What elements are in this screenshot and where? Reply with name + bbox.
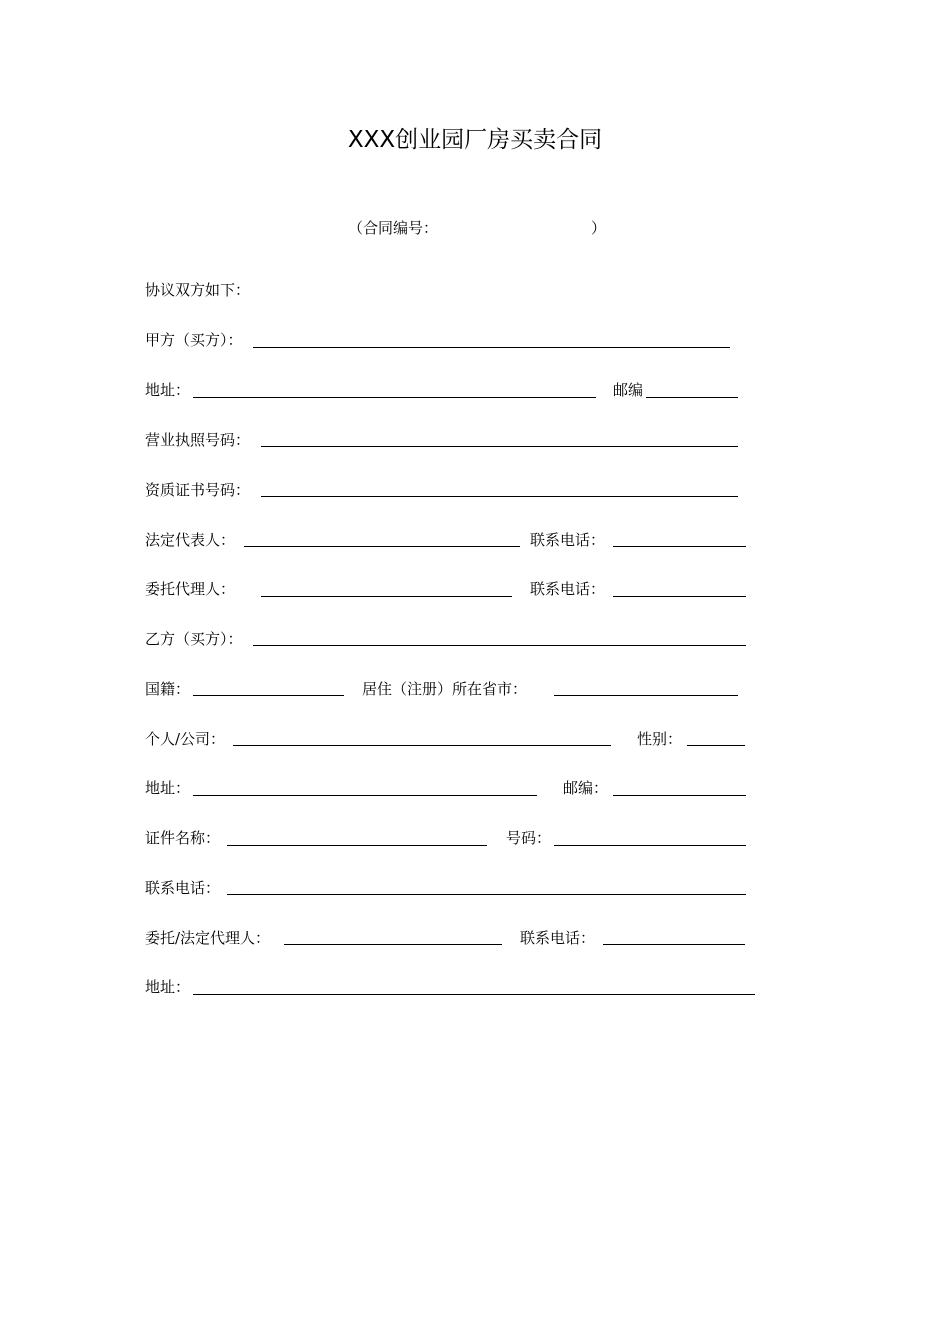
- party-a-address-label: 地址：: [145, 381, 191, 399]
- intro-text: 协议双方如下：: [145, 281, 251, 299]
- party-a-qualification-label: 资质证书号码：: [145, 481, 251, 499]
- party-b-gender-label: 性别：: [637, 730, 683, 748]
- party-a-agent-label: 委托代理人：: [145, 580, 236, 598]
- party-b-agent-label: 委托/法定代理人：: [145, 929, 271, 947]
- party-b-address-field[interactable]: [193, 795, 537, 796]
- party-a-license-label: 营业执照号码：: [145, 431, 251, 449]
- party-a-qualification-field[interactable]: [261, 496, 738, 497]
- contract-title: XXX创业园厂房买卖合同: [347, 127, 603, 153]
- party-b-label: 乙方（买方）：: [145, 630, 243, 648]
- party-b-address-label: 地址：: [145, 779, 191, 797]
- party-b-id-name-field[interactable]: [227, 845, 487, 846]
- contract-number-close: ）: [591, 219, 607, 237]
- party-b-nationality-label: 国籍：: [145, 680, 191, 698]
- party-a-label: 甲方（买方）：: [145, 331, 243, 349]
- party-b-gender-field[interactable]: [687, 745, 745, 746]
- party-b-agent-address-label: 地址：: [145, 978, 191, 996]
- party-a-agent-field[interactable]: [261, 596, 512, 597]
- contract-number-label: （合同编号：: [348, 219, 439, 237]
- party-b-person-company-label: 个人/公司：: [145, 730, 226, 748]
- party-b-agent-phone-field[interactable]: [603, 944, 745, 945]
- party-a-address-field[interactable]: [193, 397, 596, 398]
- party-a-legal-rep-phone-label: 联系电话：: [530, 531, 606, 549]
- party-b-name-field[interactable]: [253, 645, 746, 646]
- party-a-agent-phone-field[interactable]: [613, 596, 746, 597]
- party-a-agent-phone-label: 联系电话：: [530, 580, 606, 598]
- party-b-nationality-field[interactable]: [193, 695, 344, 696]
- party-b-phone-label: 联系电话：: [145, 879, 221, 897]
- party-b-agent-field[interactable]: [284, 944, 502, 945]
- party-b-agent-address-field[interactable]: [193, 994, 755, 995]
- party-b-residence-field[interactable]: [554, 695, 738, 696]
- party-b-postcode-field[interactable]: [613, 795, 746, 796]
- party-b-id-number-label: 号码：: [506, 829, 552, 847]
- party-b-agent-phone-label: 联系电话：: [520, 929, 596, 947]
- party-b-postcode-label: 邮编：: [563, 779, 609, 797]
- party-a-postcode-field[interactable]: [646, 397, 738, 398]
- party-a-legal-rep-field[interactable]: [244, 546, 520, 547]
- party-b-residence-label: 居住（注册）所在省市：: [362, 680, 528, 698]
- party-a-postcode-label: 邮编: [613, 381, 644, 399]
- party-b-person-company-field[interactable]: [233, 745, 611, 746]
- party-b-id-number-field[interactable]: [554, 845, 746, 846]
- party-a-license-field[interactable]: [261, 446, 738, 447]
- party-b-phone-field[interactable]: [227, 894, 746, 895]
- party-a-name-field[interactable]: [253, 347, 730, 348]
- party-b-id-name-label: 证件名称：: [145, 829, 221, 847]
- party-a-legal-rep-phone-field[interactable]: [613, 546, 746, 547]
- party-a-legal-rep-label: 法定代表人：: [145, 531, 236, 549]
